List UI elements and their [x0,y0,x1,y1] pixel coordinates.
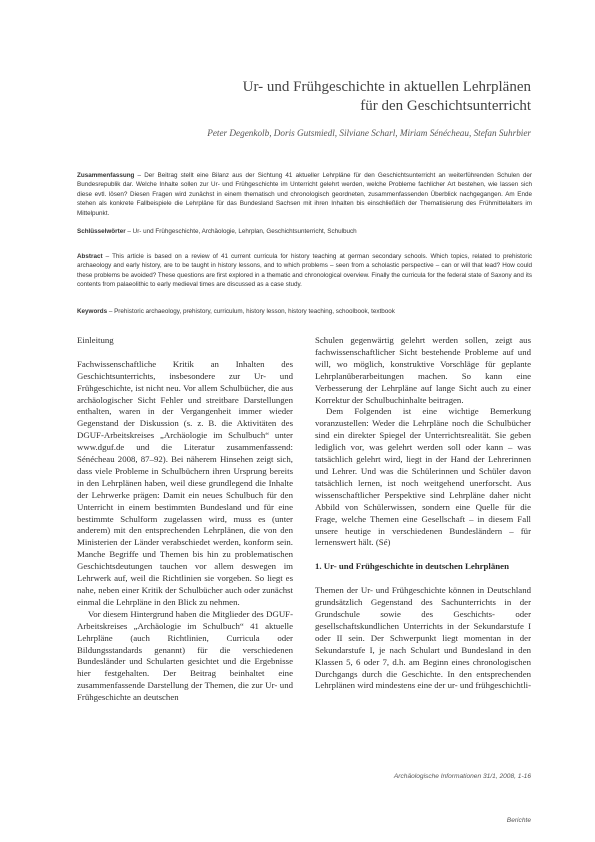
schluesselwoerter-label: Schlüsselwörter [77,228,126,235]
section-gap [315,549,531,561]
section-gap [315,573,531,585]
journal-reference: Archäologische Informationen 31/1, 2008, 1-16 [393,773,531,780]
article-title [243,78,531,116]
keywords-text: – Prehistoric archaeology, prehistory, curriculum, history lesson, history teaching, schoolbook, textbook [107,308,395,315]
article-title-line-2: für den Geschichtsunterricht [360,98,531,114]
body-paragraph: Fachwissenschaftliche Kritik an Inhalten des Geschichtsunterrichts, insbesondere zur Ur- und Frühgeschichte, ist nicht neu. Vor allem Schulbücher, die aus archäologischer Sicht Fehler und streitbare Darstellungen enthalten, waren in der Vergangenheit immer wieder Gegenstand der Diskussion (s. z. B. die Aktivitäten des DGUF-Arbeitskreises „Archäologie im Schulbuch“ unter www.dguf.de und die Literatur zusammenfassend: Sénécheau 2008, 87–92). Bei näherem Hinsehen zeigt sich, dass viele Probleme in Schulbüchern ihren Ursprung bereits in den Lehrplänen haben, weil diese grundlegend die Inhalte der Lehrwerke prägen: Damit ein neues Schulbuch für den Unterricht in einem bestimmten Bundesland und für eine bestimmte Schulform zugelassen wird, muss es (unter anderem) mit den entsprechenden Lehrplänen, die von den Ministerien der Länder verabschiedet werden, konform sein. Manche Begriffe und Themen bis hin zu problematischen Geschichtsdeutungen tauchen vor allem deswegen im Lehrwerk auf, weil die Richtlinien sie vorgeben. So liegt es nahe, neben einer Kritik der Schulbücher auch oder zunächst einmal die Lehrpläne in den Blick zu nehmen. [77,358,293,607]
body-column-right [315,335,531,692]
body-column-left [77,335,293,704]
schluesselwoerter-text: – Ur- und Frühgeschichte, Archäologie, Lehrplan, Geschichtsunterricht, Schulbuch [125,228,357,235]
section-label: Berichte [506,817,531,824]
intro-heading: Einleitung [77,335,114,345]
schluesselwoerter-paragraph [77,227,532,236]
body-paragraph: Vor diesem Hintergrund haben die Mitglieder des DGUF-Arbeitskreises „Archäologie im Schulbuch“ 41 aktuelle Lehrpläne (auch Richtlinien, Curricula oder Bildungsstandards genannt) für die verschiedenen Bundesländer und Schularten gesichtet und die Ergebnisse hier festgehalten. Der Beitrag beinhaltet eine zusammenfassende Darstellung der Themen, die zur Ur- und Frühgeschichte an deutschen [77,608,293,703]
zusammenfassung-text: – Der Beitrag stellt eine Bilanz aus der Sichtung 41 aktueller Lehrpläne für den Geschichtsunterricht an weiterführenden Schulen der Bundesrepublik dar. Welche Inhalte sollen zur Ur- und Frühgeschichte im Unterricht gelehrt werden, welche Probleme fachlicher Art bestehen, wie lassen sich diese evtl. lösen? Diesen Fragen wird zunächst in einem thematisch und chronologisch geordneten, zusammenfassenden Überblick nachgegangen. Am Ende stehen als konkrete Fallbeispiele die Lehrpläne für das Bundesland Sachsen mit ihren Inhalten bis einschließlich der Thematisierung des Frühmittelalters im Mittelpunkt. [77,172,532,217]
abstract-paragraph [77,252,532,290]
zusammenfassung-paragraph [77,171,532,218]
abstract-text: – This article is based on a review of 41 current curricula for history teaching at german secondary schools. Which topics, related to prehistoric archaeology and early history, are to be taught in history lessons, and to which problems – seen from a scholastic perspective – can or will that lead? How could these problems be avoided? These questions are first explored in a thematic and chronological overview. Finally the curricula for the federal state of Saxony and its contents from palaeolithic to early medieval times are discussed as a case study. [77,253,532,289]
body-paragraph: Schulen gegenwärtig gelehrt werden sollen, zeigt aus fachwissenschaftlicher Sicht bestehende Probleme auf und will, wo möglich, konstruktive Vorschläge für geplante Lehrplanüberarbeitungen machen. So kann eine Verbesserung der Lehrpläne auf lange Sicht auch zu einer Korrektur der Schulbuchinhalte beitragen. [315,335,531,405]
zusammenfassung-label: Zusammenfassung [77,172,135,179]
body-paragraph: Dem Folgenden ist eine wichtige Bemerkung voranzustellen: Weder die Lehrpläne noch die Schulbücher sind ein direkter Spiegel der Unterrichtsrealität. Sie geben lediglich vor, was gelehrt werden soll oder kann – was tatsächlich gelehrt wird, liegt in der Hand der Lehrerinnen und Lehrer. Und was die Schülerinnen und Schüler davon tatsächlich lernen, ist noch weitgehend unerforscht. Aus wissenschaftlicher Perspektive sind Lehrpläne daher nicht Abbild von Schülerwissen, sondern eine Quelle für die Frage, welche Themen eine Gesellschaft – in diesem Fall unsere heutige in verschiedenen Bundesländern – für lernenswert hält. (Sé) [315,406,531,548]
body-paragraph: Themen der Ur- und Frühgeschichte können in Deutschland grundsätzlich Gegenstand des Sachunterrichts in der Grundschule sowie des Geschichts- oder gesellschaftskundlichen Unterrichts in der Sekundarstufe I oder II sein. Der Schwerpunkt liegt momentan in der Sekundarstufe I, je nach Schulart und Bundesland in den Klassen 5, 6 oder 7, d.h. am Beginn eines chronologischen Durchgangs durch die Geschichte. In den entsprechenden Lehrplänen wird mindestens eine der ur- und frühgeschichtli- [315,585,532,691]
section-1-heading: 1. Ur- und Frühgeschichte in deutschen Lehrplänen [315,561,509,572]
keywords-paragraph [77,307,532,316]
abstract-label: Abstract [77,253,103,260]
article-title-line-1: Ur- und Frühgeschichte in aktuellen Lehrplänen [242,79,531,95]
keywords-label: Keywords [77,308,108,315]
author-list: Peter Degenkolb, Doris Gutsmiedl, Silviane Scharl, Miriam Sénécheau, Stefan Suhrbier [207,128,531,138]
